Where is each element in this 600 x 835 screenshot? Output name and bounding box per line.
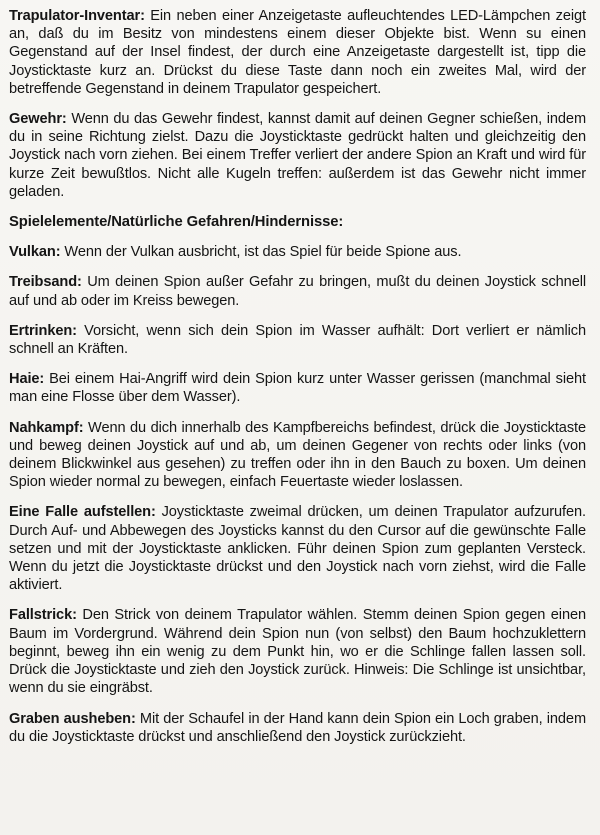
entry-term: Ertrinken: (9, 322, 77, 339)
entry-term: Nahkampf: (9, 419, 84, 436)
entry-term: Trapulator-Inventar: (9, 8, 145, 24)
entry-text: Vorsicht, wenn sich dein Spion im Wasser aufhält: Dort verliert er nämlich schnell an Kräften. (9, 322, 586, 358)
entry-text: Wenn du das Gewehr findest, kannst damit auf deinen Gegner schießen, indem du in seine Richtung zielst. Dazu die Joysticktaste gedrückt halten und gleichzeitig den Joystick nach vorn ziehen. Bei einem Treffer verliert der andere Spion an Kraft und wird für kurze Zeit bewußtlos. Nicht alle Kugeln treffen: außerdem ist das Gewehr nicht immer geladen. (9, 111, 586, 200)
entry-term: Graben ausheben: (9, 710, 136, 727)
entry-graben-ausheben (9, 710, 586, 746)
entry-text: Mit der Schaufel in der Hand kann dein Spion ein Loch graben, indem du die Joysticktaste drückst und anschließend den Joystick zurückzieht. (9, 710, 586, 745)
entry-vulkan (9, 243, 586, 261)
entry-term: Eine Falle aufstellen: (9, 504, 156, 521)
entry-term: Haie: (9, 371, 45, 388)
entry-falle-aufstellen (9, 503, 586, 594)
entry-text: Joysticktaste zweimal drücken, um deinen Trapulator aufzurufen. Durch Auf- und Abbewegen des Joysticks kannst du den Cursor auf die gewünschte Falle setzen und mit der Joysticktaste anklicken. Führ deinen Spion zum geplanten Versteck. Wenn du jetzt die Joysticktaste drückst und den Joystick nach vorn ziehst, wird die Falle aktiviert. (9, 504, 586, 594)
entry-text: Wenn du dich innerhalb des Kampfbereichs befindest, drück die Joysticktaste und beweg deinen Joystick auf und ab, um deinen Gegener von rechts oder links (von deinem Blickwinkel aus gesehen) zu treffen oder ihn in den Bauch zu boxen. Um deinen Spion wieder normal zu bewegen, einfach Feuertaste wieder loslassen. (9, 419, 586, 491)
entry-text: Wenn der Vulkan ausbricht, ist das Spiel für beide Spione aus. (60, 244, 462, 261)
entry-term: Fallstrick: (9, 607, 77, 624)
section-heading: Spielelemente/Natürliche Gefahren/Hindernisse: (9, 214, 344, 231)
entry-text: Bei einem Hai-Angriff wird dein Spion kurz unter Wasser gerissen (manchmal sieht man eine Flosse über dem Wasser). (9, 371, 586, 406)
entry-haie (9, 370, 586, 406)
entry-gewehr (9, 110, 586, 201)
entry-text: Den Strick von deinem Trapulator wählen. Stemm deinen Spion gegen einen Baum im Vordergrund. Während dein Spion nun (von selbst) den Baum hochzuklettern beginnt, beweg ihn ein wenig zu dem Punkt hin, wo er die Schlinge fallen lassen soll. Drück die Joysticktaste und zieh den Joystick zurück. Hinweis: Die Schlinge ist unsichtbar, wenn du sie eingräbst. (9, 607, 586, 697)
entry-trapulator-inventar (9, 7, 586, 98)
entry-term: Gewehr: (9, 111, 67, 128)
entry-fallstrick (9, 606, 586, 697)
entry-treibsand (9, 273, 586, 309)
entry-ertrinken (9, 322, 586, 358)
entry-term: Treibsand: (9, 274, 82, 291)
entry-text: Ein neben einer Anzeigetaste aufleuchtendes LED-Lämpchen zeigt an, daß du im Besitz von mindestens einem dieser Objekte bist. Wenn su einen Gegenstand auf der Insel findest, der durch eine Anzeigetaste dargestellt ist, tipp die Joysticktaste kurz an. Drückst du diese Taste dann noch ein zweites Mal, wird der betreffende Gegenstand in deinem Trapulator gespeichert. (9, 8, 586, 97)
entry-term: Vulkan: (9, 244, 61, 261)
entry-nahkampf (9, 419, 586, 492)
entry-text: Um deinen Spion außer Gefahr zu bringen, mußt du deinen Joystick schnell auf und ab oder im Kreiss bewegen. (9, 274, 586, 309)
